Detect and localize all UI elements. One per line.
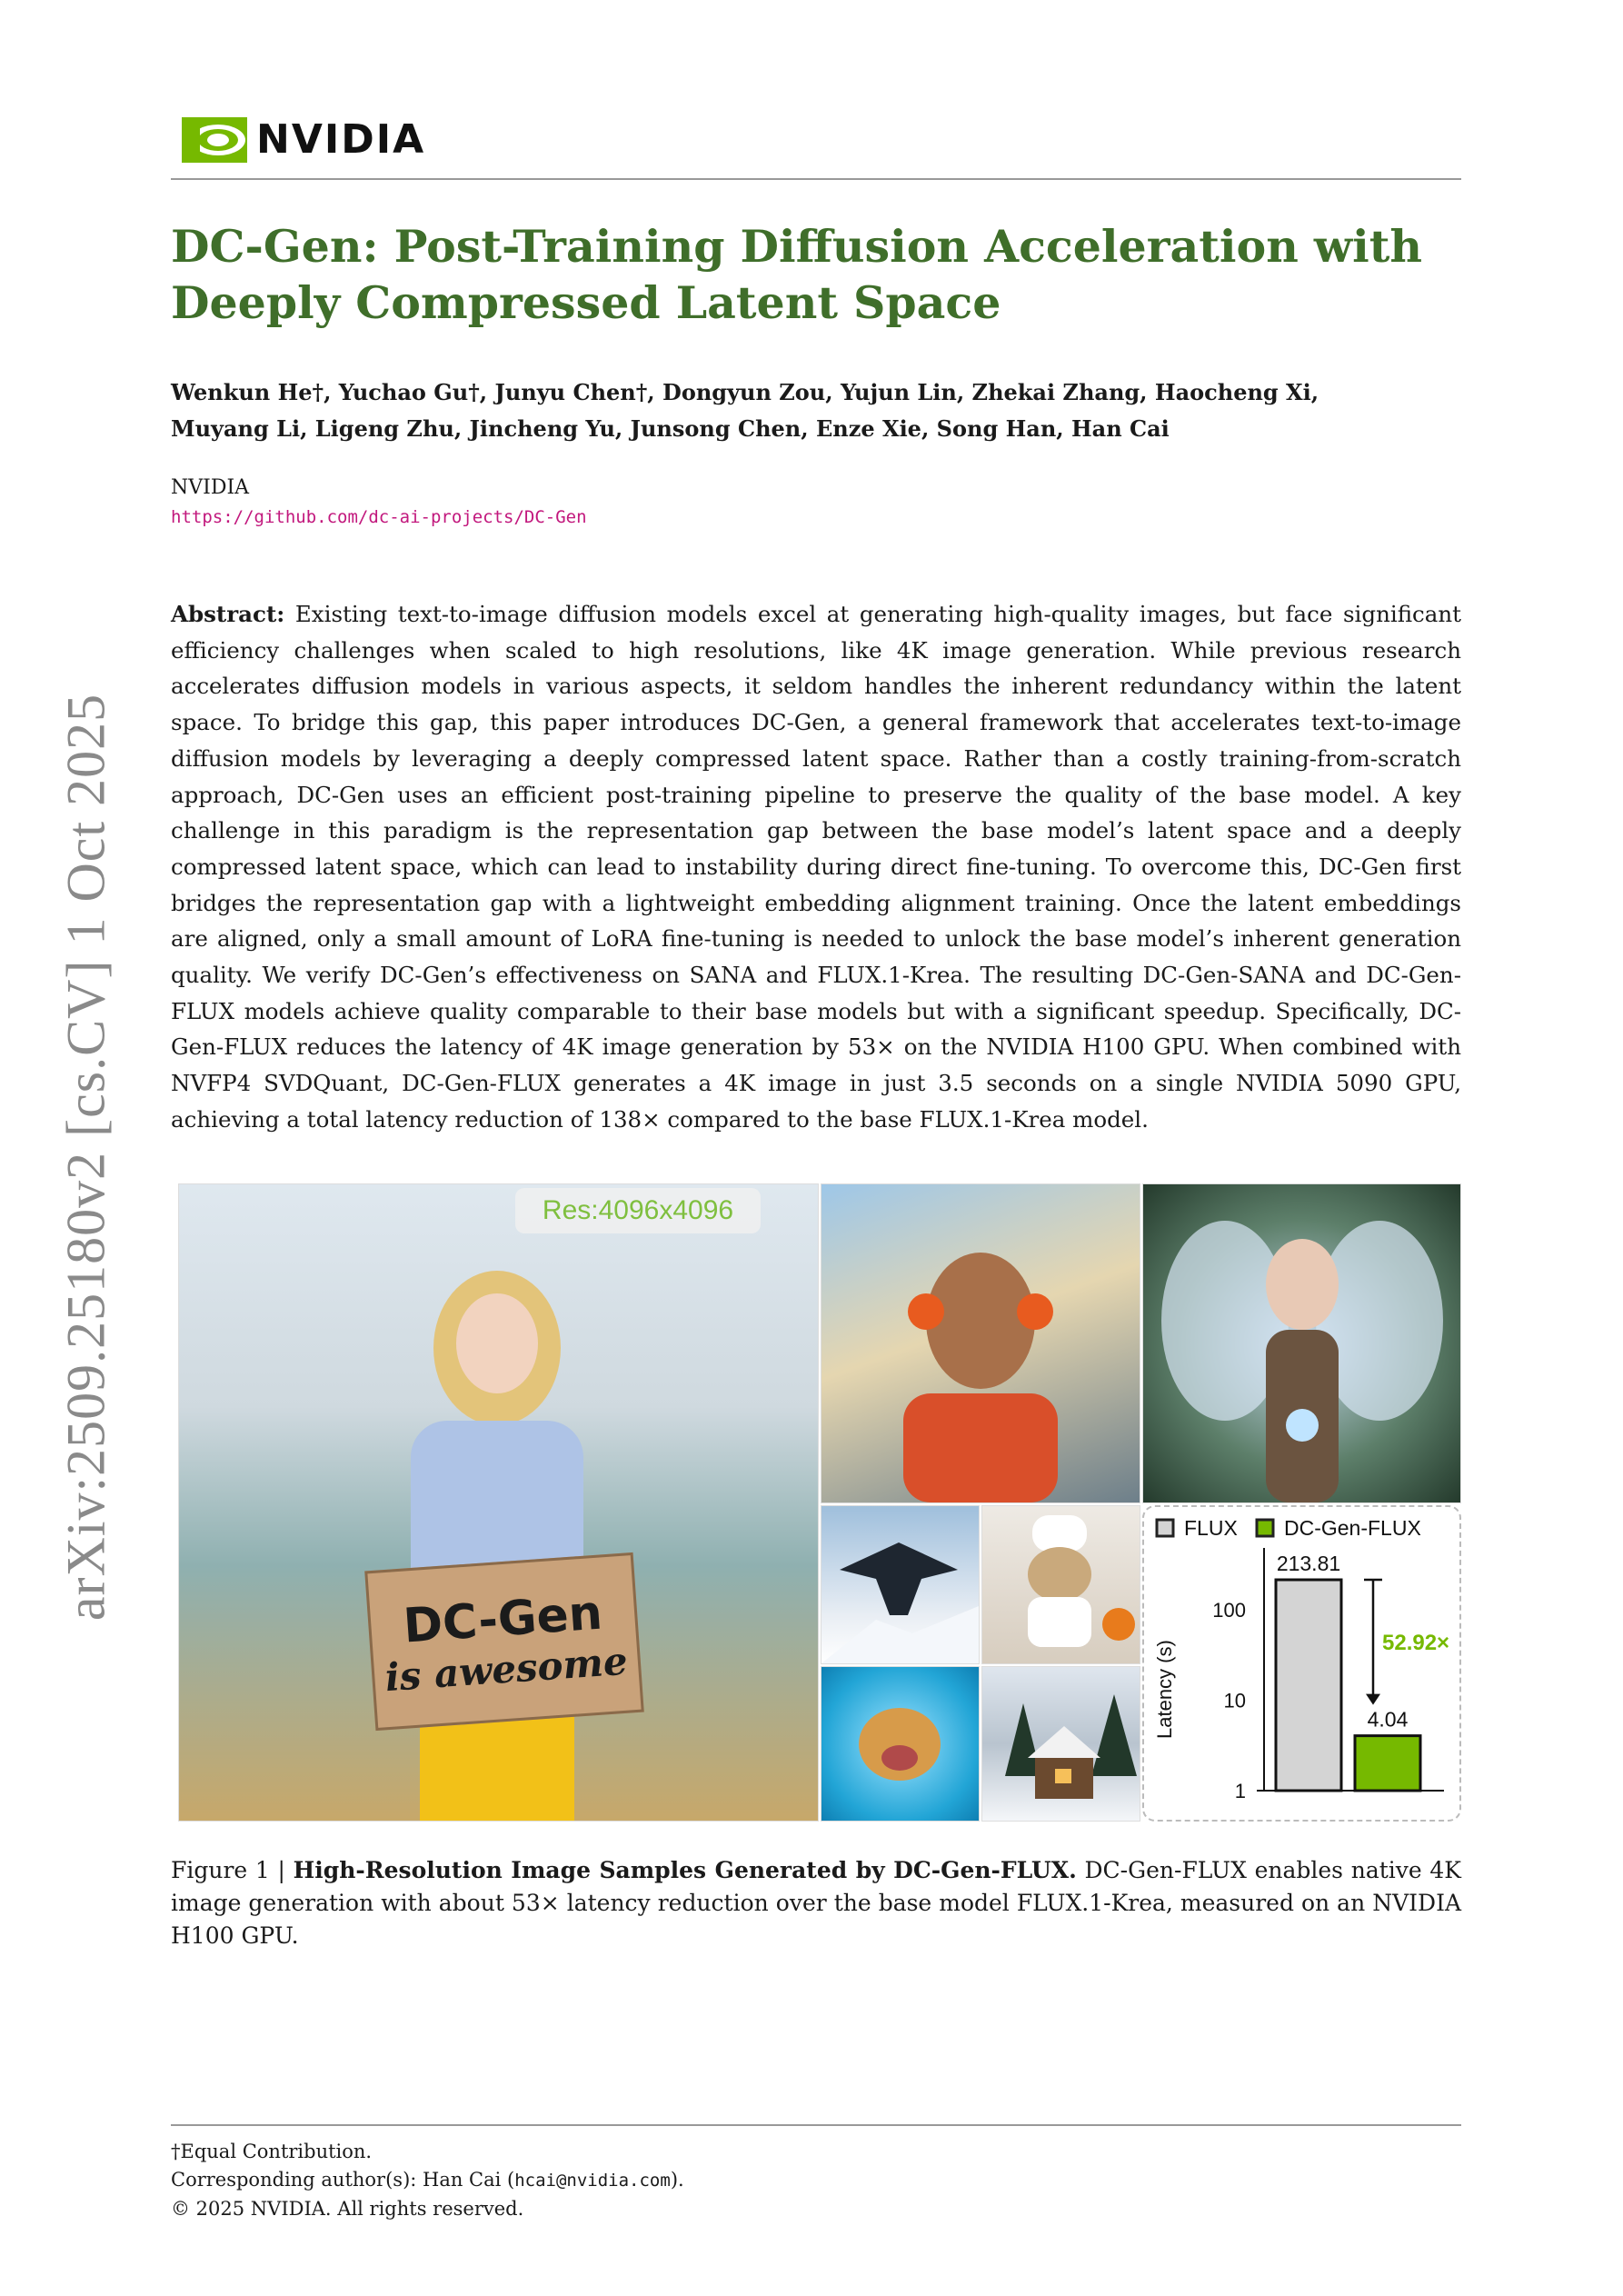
corresponding-author-suffix: ). [670, 2169, 684, 2191]
teaser-figure [178, 1183, 1459, 1820]
repo-link[interactable]: https://github.com/dc-ai-projects/DC-Gen [171, 507, 587, 527]
speedup-arrow-head [1366, 1694, 1380, 1705]
arxiv-identifier: arXiv:2509.25180v2 [cs.CV] 1 Oct 2025 [55, 693, 116, 1622]
footnotes [171, 2138, 684, 2223]
abstract-label: Abstract: [171, 601, 285, 627]
author-list [171, 374, 1461, 447]
caption-prefix: Figure 1 | [171, 1857, 294, 1883]
author-line-1: Wenkun He†, Yuchao Gu†, Junyu Chen†, Dongyun Zou, Yujun Lin, Zhekai Zhang, Haocheng Xi, [171, 379, 1319, 405]
sample-image-fairy [1142, 1183, 1461, 1503]
resolution-badge: Res:4096x4096 [515, 1188, 761, 1233]
corresponding-author-note [171, 2166, 684, 2195]
caption-title: High-Resolution Image Samples Generated by DC-Gen-FLUX. [293, 1857, 1077, 1883]
bar-value-label-flux: 213.81 [1276, 1552, 1341, 1575]
corresponding-author-prefix: Corresponding author(s): Han Cai ( [171, 2169, 515, 2191]
nvidia-wordmark: NVIDIA [256, 116, 426, 163]
nvidia-eye-icon [182, 117, 247, 163]
man-figure [821, 1184, 1140, 1502]
dragon-figure [821, 1506, 979, 1663]
header-divider [171, 178, 1461, 180]
bar-flux [1276, 1580, 1341, 1791]
corresponding-author-email[interactable]: hcai@nvidia.com [514, 2171, 671, 2191]
figure-caption [171, 1854, 1461, 1952]
latency-chart [1142, 1505, 1461, 1822]
bar-dc-gen-flux [1355, 1736, 1420, 1791]
footnote-divider [171, 2124, 1461, 2126]
sign-line-2: is awesome [383, 1638, 630, 1700]
chef-cat-figure [982, 1506, 1140, 1663]
y-tick-label: 10 [1223, 1689, 1246, 1712]
title-line-2: Deeply Compressed Latent Space [171, 276, 1001, 329]
affiliation: NVIDIA [171, 476, 250, 499]
y-tick-label: 100 [1212, 1598, 1246, 1622]
legend-swatch-dc-gen-flux [1257, 1520, 1273, 1536]
sample-image-swimming-dog [821, 1666, 980, 1822]
author-line-2: Muyang Li, Ligeng Zhu, Jincheng Yu, Junsong Chen, Enze Xie, Song Han, Han Cai [171, 415, 1170, 442]
equal-contribution-note: †Equal Contribution. [171, 2141, 373, 2162]
dog-figure [821, 1667, 979, 1821]
y-axis-label: Latency (s) [1153, 1640, 1176, 1739]
fairy-figure [1143, 1184, 1460, 1502]
legend-swatch-flux [1157, 1520, 1173, 1536]
title-line-1: DC-Gen: Post-Training Diffusion Acceleration with [171, 220, 1422, 273]
sample-image-chef-cat [981, 1505, 1140, 1664]
copyright-note: © 2025 NVIDIA. All rights reserved. [171, 2198, 524, 2220]
cabin-figure [982, 1667, 1140, 1821]
sample-image-venice-girl [178, 1183, 819, 1822]
abstract [171, 596, 1461, 1138]
speedup-label: 52.92× [1382, 1630, 1450, 1655]
latency-chart-svg [1144, 1507, 1459, 1820]
nvidia-logo [182, 116, 425, 163]
paper-title [171, 218, 1461, 331]
legend-label-flux: FLUX [1184, 1516, 1238, 1540]
sample-image-snow-cabin [981, 1666, 1140, 1822]
sample-image-dragon [821, 1505, 980, 1664]
girl-figure [374, 1248, 620, 1821]
held-sign [364, 1552, 644, 1731]
legend-label-dc-gen-flux: DC-Gen-FLUX [1284, 1516, 1421, 1540]
bar-value-label-dc-gen-flux: 4.04 [1367, 1707, 1409, 1732]
sample-image-man-headphones [821, 1183, 1140, 1503]
abstract-text: Existing text-to-image diffusion models excel at generating high-quality images, but face significant efficiency challenges when scaled to high resolutions, like 4K image generation. While previous research accelerates diffusion models in various aspects, it seldom handles the inherent redundancy within the latent space. To bridge this gap, this paper introduces DC-Gen, a general framework that accelerates text-to-image diffusion models by leveraging a deeply compressed latent space. Rather than a costly training-from-scratch approach, DC-Gen uses an efficient post-training pipeline to preserve the quality of the base model. A key challenge in this paradigm is the representation gap between the base model’s latent space and a deeply compressed latent space, which can lead to instability during direct fine-tuning. To overcome this, DC-Gen first bridges the representation gap with a lightweight embedding alignment training. Once the latent embeddings are aligned, only a small amount of LoRA fine-tuning is needed to unlock the base model’s inherent generation quality. We verify DC-Gen’s effectiveness on SANA and FLUX.1-Krea. The resulting DC-Gen-SANA and DC-Gen-FLUX models achieve quality comparable to their base models but with a significant speedup. Specifically, DC-Gen-FLUX reduces the latency of 4K image generation by 53× on the NVIDIA H100 GPU. When combined with NVFP4 SVDQuant, DC-Gen-FLUX generates a 4K image in just 3.5 seconds on a single NVIDIA 5090 GPU, achieving a total latency reduction of 138× compared to the base FLUX.1-Krea model. [171, 601, 1461, 1133]
caption-text: DC-Gen-FLUX enables native 4K image generation with about 53× latency reduction over the base model FLUX.1-Krea, measured on an NVIDIA H100 GPU. [171, 1857, 1461, 1949]
y-tick-label: 1 [1234, 1780, 1246, 1802]
sign-line-1: DC-Gen [401, 1584, 604, 1654]
